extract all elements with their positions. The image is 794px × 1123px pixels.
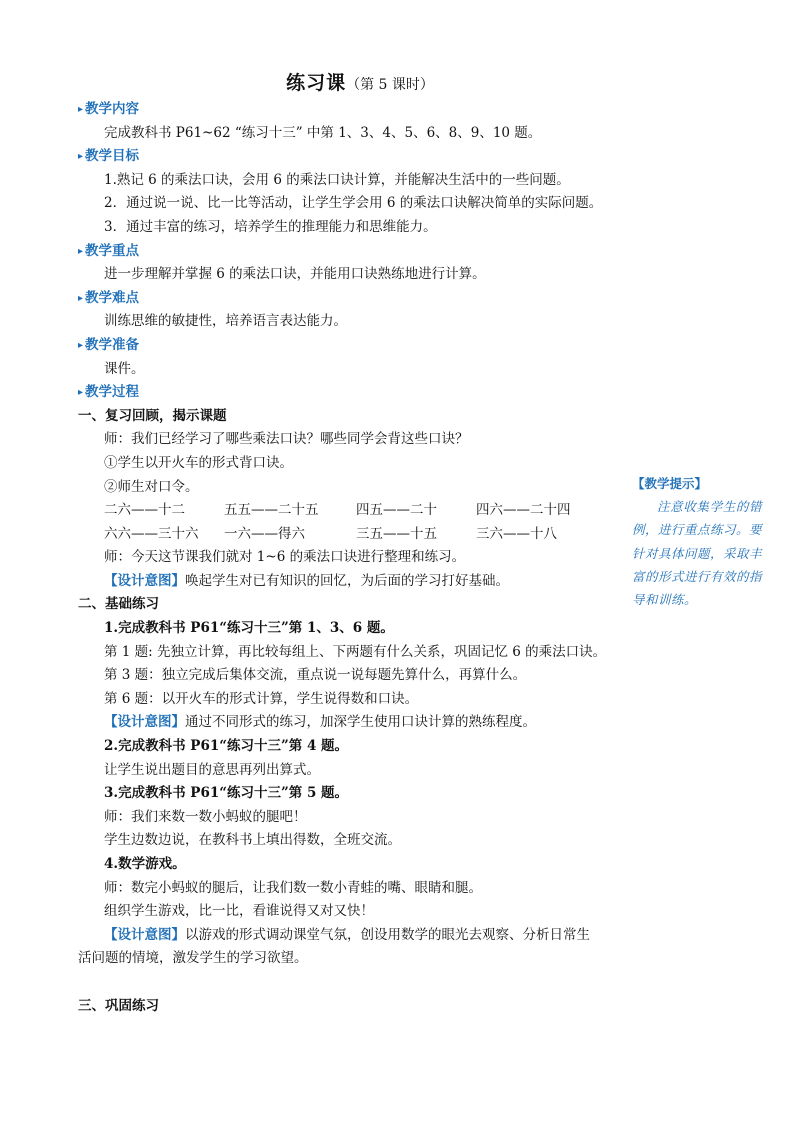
section-heading-difficulty: ▸ 教学难点 [78,289,140,306]
triangle-icon: ▸ [78,339,84,351]
mult-entry: 三五——十五 [356,525,437,542]
part2-heading: 二、基础练习 [78,596,159,613]
task-3-title: 3.完成教科书 P61“练习十三”第 5 题。 [104,785,349,802]
mult-entry: 一六——得六 [224,525,305,542]
title-sub: （第 5 课时） [346,77,434,93]
task-1-q6: 第 6 题：以开火车的形式计算，学生说得数和口诀。 [104,690,419,707]
triangle-icon: ▸ [78,104,84,115]
task-2-text: 让学生说出题目的意思再列出算式。 [104,761,320,778]
design-intent [78,570,623,594]
lesson-content [78,98,623,1018]
mult-entry: 五五——二十五 [224,502,319,519]
multiplication-row-2 [78,523,623,547]
section-heading-prep: ▸ 教学准备 [78,336,140,353]
design-intent-label: 【设计意图】 [104,714,185,731]
task-4-text-a: 师：数完小蚂蚁的腿后，让我们数一数小青蛙的嘴、眼睛和腿。 [104,879,482,896]
task-3-text-a: 师：我们来数一数小蚂蚁的腿吧！ [104,808,307,825]
title-main: 练习课 [286,72,347,94]
design-intent [78,711,623,735]
teaching-tip-body: 注意收集学生的错例，进行重点练习。要针对具体问题，采取丰富的形式进行有效的指导和训练。 [632,499,763,608]
design-intent [78,924,623,948]
key-text: 进一步理解并掌握 6 的乘法口诀，并能用口诀熟练地进行计算。 [104,266,486,283]
teaching-tip-title: 【教学提示】 [632,476,708,491]
part1-answer-2: ②师生对口令。 [104,478,199,495]
part1-heading: 一、复习回顾，揭示课题 [78,407,227,424]
task-1-q3: 第 3 题：独立完成后集体交流，重点说一说每题先算什么，再算什么。 [104,667,527,684]
triangle-icon: ▸ [78,387,84,399]
part1-answer-1: ①学生以开火车的形式背口诀。 [104,454,293,471]
mult-entry: 六六——三十六 [104,525,199,542]
design-intent-label: 【设计意图】 [104,572,185,589]
prep-text: 课件。 [104,360,145,377]
goal-item: 2．通过说一说、比一比等活动，让学生学会用 6 的乘法口诀解决简单的实际问题。 [104,195,603,212]
triangle-icon: ▸ [78,292,84,304]
design-intent-text: 通过不同形式的练习，加深学生使用口诀计算的熟练程度。 [185,714,536,731]
task-4-title: 4.数学游戏。 [104,856,186,872]
section-heading-content: ▸ 教学内容 [78,101,140,117]
teaching-tip-sidebar [632,472,762,611]
triangle-icon: ▸ [78,151,84,163]
section-heading-goals: ▸ 教学目标 [78,148,140,165]
page-title [0,68,720,95]
mult-entry: 四六——二十四 [476,502,571,519]
design-intent-continued: 活问题的情境，激发学生的学习欲望。 [78,950,308,967]
part1-summary: 师：今天这节课我们就对 1~6 的乘法口诀进行整理和练习。 [104,549,466,566]
spacer [78,971,623,995]
task-1-title: 1.完成教科书 P61“练习十三”第 1、3、6 题。 [104,620,394,637]
design-intent-text: 以游戏的形式调动课堂气氛，创设用数学的眼光去观察、分析日常生 [185,926,590,943]
content-text: 完成教科书 P61~62 “练习十三” 中第 1、3、4、5、6、8、9、10 题。 [104,124,542,141]
task-4-text-b: 组织学生游戏，比一比，看谁说得又对又快！ [104,903,374,920]
mult-entry: 三六——十八 [476,525,557,542]
task-3-text-b: 学生边数边说，在教科书上填出得数，全班交流。 [104,832,401,849]
section-heading-process: ▸ 教学过程 [78,384,140,401]
part1-question: 师：我们已经学习了哪些乘法口诀？哪些同学会背这些口诀？ [104,431,469,448]
design-intent-text: 唤起学生对已有知识的回忆，为后面的学习打好基础。 [185,572,509,589]
goal-item: 1.熟记 6 的乘法口诀，会用 6 的乘法口诀计算，并能解决生活中的一些问题。 [104,171,570,188]
triangle-icon: ▸ [78,245,84,257]
section-heading-key: ▸ 教学重点 [78,242,140,259]
task-1-q1: 第 1 题: 先独立计算，再比较每组上、下两题有什么关系，巩固记忆 6 的乘法口诀。 [104,643,607,660]
design-intent-label: 【设计意图】 [104,926,185,943]
part3-heading: 三、巩固练习 [78,997,159,1014]
multiplication-row-1 [78,499,623,523]
mult-entry: 二六——十二 [104,502,185,519]
mult-entry: 四五——二十 [356,502,437,519]
goal-item: 3．通过丰富的练习，培养学生的推理能力和思维能力。 [104,218,437,235]
difficulty-text: 训练思维的敏捷性，培养语言表达能力。 [104,313,347,330]
task-2-title: 2.完成教科书 P61“练习十三”第 4 题。 [104,738,349,755]
